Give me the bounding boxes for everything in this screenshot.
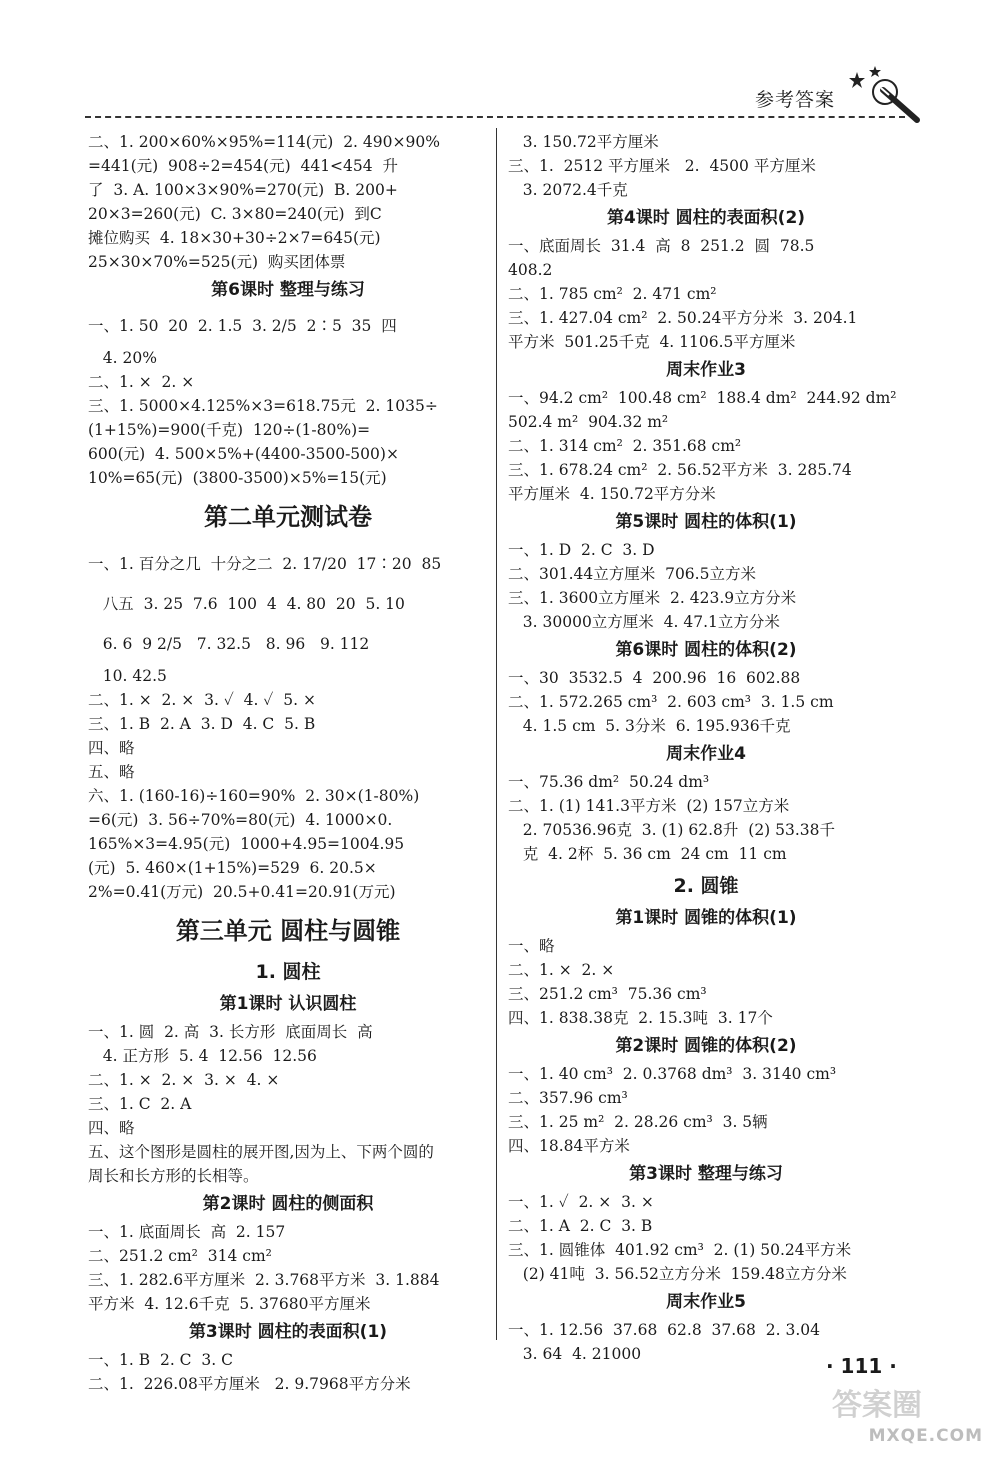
lesson-heading: 第1课时 圆锥的体积(1) [615,908,797,928]
answer-line: 五、这个图形是圆柱的展开图,因为上、下两个圆的 [88,1143,434,1161]
answer-line: 二、1. 226.08平方厘米 2. 9.7968平方分米 [88,1375,411,1393]
magic-wand-icon [837,64,923,124]
answer-line: 二、1. × 2. × 3. × 4. × [88,1071,280,1089]
answer-line: 10. 42.5 [88,667,167,685]
lesson-heading: 周末作业5 [666,1292,746,1312]
answer-line: 二、1. × 2. × [508,961,615,979]
answer-line: 一、1. D 2. C 3. D [508,541,655,559]
lesson-heading: 第3课时 整理与练习 [629,1164,783,1184]
answer-line: 四、略 [88,739,135,757]
answer-line: =6(元) 3. 56÷70%=80(元) 4. 1000×0. [88,811,393,829]
answer-line: 二、1. A 2. C 3. B [508,1217,653,1235]
answer-line: 三、1. 427.04 cm² 2. 50.24平方分米 3. 204.1 [508,309,858,327]
answer-line: 三、251.2 cm³ 75.36 cm³ [508,985,707,1003]
answer-line: 一、1. 40 cm³ 2. 0.3768 dm³ 3. 3140 cm³ [508,1065,837,1083]
right-column [508,130,904,1366]
answer-line: 一、75.36 dm² 50.24 dm³ [508,773,710,791]
answer-line: 五、略 [88,763,135,781]
answer-line: 一、1. 50 20 2. 1.5 3. 2/5 2∶5 35 四 [88,317,397,335]
answer-line: (1+15%)=900(千克) 120÷(1-80%)= [88,421,371,439]
answer-line: 一、1. 底面周长 高 2. 157 [88,1223,286,1241]
answer-line: 三、1. B 2. A 3. D 4. C 5. B [88,715,316,733]
answer-line: 四、18.84平方米 [508,1137,630,1155]
lesson-heading: 第6课时 整理与练习 [211,280,365,300]
unit-heading: 第二单元测试卷 [204,503,372,531]
answer-line: 三、1. 2512 平方厘米 2. 4500 平方厘米 [508,157,816,175]
lesson-heading: 周末作业3 [666,360,746,380]
answer-line: 165%×3=4.95(元) 1000+4.95=1004.95 [88,835,405,853]
lesson-heading: 第1课时 认识圆柱 [219,994,357,1014]
watermark [826,1378,991,1450]
watermark-url: MXQE.COM [868,1426,983,1446]
answer-line: 四、略 [88,1119,135,1137]
page-number: · 111 · [826,1354,897,1378]
lesson-heading: 第5课时 圆柱的体积(1) [615,512,797,532]
answer-line: 平方米 501.25千克 4. 1106.5平方厘米 [508,333,796,351]
answer-line: 三、1. 678.24 cm² 2. 56.52平方米 3. 285.74 [508,461,852,479]
answer-line: 三、1. 25 m² 2. 28.26 cm³ 3. 5辆 [508,1113,768,1131]
answer-line: 一、1. 圆 2. 高 3. 长方形 底面周长 高 [88,1023,373,1041]
answer-line: 一、1. 12.56 37.68 62.8 37.68 2. 3.04 [508,1321,820,1339]
answer-line: 一、1. ✓ 2. × 3. × [508,1193,654,1211]
answer-line: 周长和长方形的长相等。 [88,1167,259,1185]
answer-line: 二、1. × 2. × 3. ✓ 4. ✓ 5. × [88,691,316,709]
lesson-heading: 第2课时 圆柱的侧面积 [202,1194,374,1214]
column-divider [496,128,497,1340]
answer-line: 八五 3. 25 7.6 100 4 4. 80 20 5. 10 [88,595,405,613]
answer-line: (元) 5. 460×(1+15%)=529 6. 20.5× [88,859,377,877]
answer-line: 平方米 4. 12.6千克 5. 37680平方厘米 [88,1295,371,1313]
lesson-heading: 第3课时 圆柱的表面积(1) [188,1322,388,1342]
answer-line: 3. 64 4. 21000 [508,1345,642,1363]
lesson-heading: 周末作业4 [666,744,746,764]
answer-line: 二、1. 314 cm² 2. 351.68 cm² [508,437,742,455]
answer-line: 三、1. 3600立方厘米 2. 423.9立方分米 [508,589,797,607]
answer-line: 三、1. 282.6平方厘米 2. 3.768平方米 3. 1.884 [88,1271,440,1289]
answer-line: =441(元) 908÷2=454(元) 441<454 升 [88,157,398,175]
answer-line: 二、301.44立方厘米 706.5立方米 [508,565,756,583]
answer-line: 二、1. 572.265 cm³ 2. 603 cm³ 3. 1.5 cm [508,693,834,711]
answer-line: 三、1. 5000×4.125%×3=618.75元 2. 1035÷ [88,397,438,415]
unit-heading: 第三单元 圆柱与圆锥 [175,917,401,945]
answer-line: 一、1. 百分之几 十分之二 2. 17/20 17∶20 85 [88,555,442,573]
answer-line: 四、1. 838.38克 2. 15.3吨 3. 17个 [508,1009,773,1027]
answer-line: 了 3. A. 100×3×90%=270(元) B. 200+ [88,181,398,199]
answer-line: 一、略 [508,937,555,955]
section-heading: 2. 圆锥 [673,875,739,897]
page-header [85,78,905,118]
answer-line: 二、1. 785 cm² 2. 471 cm² [508,285,717,303]
answer-line: 一、94.2 cm² 100.48 cm² 188.4 dm² 244.92 dm² [508,389,897,407]
section-heading: 1. 圆柱 [255,961,321,983]
answer-line: 一、底面周长 31.4 高 8 251.2 圆 78.5 [508,237,815,255]
lesson-heading: 第4课时 圆柱的表面积(2) [606,208,806,228]
answer-line: 20×3=260(元) C. 3×80=240(元) 到C [88,205,382,223]
answer-line: 4. 正方形 5. 4 12.56 12.56 [88,1047,317,1065]
answer-line: 三、1. 圆锥体 401.92 cm³ 2. (1) 50.24平方米 [508,1241,852,1259]
answer-line: 2%=0.41(万元) 20.5+0.41=20.91(万元) [88,883,396,901]
answer-line: 摊位购买 4. 18×30+30÷2×7=645(元) [88,229,381,247]
answer-line: 一、30 3532.5 4 200.96 16 602.88 [508,669,801,687]
lesson-heading: 第6课时 圆柱的体积(2) [615,640,797,660]
header-title: 参考答案 [754,89,835,111]
answer-line: 502.4 m² 904.32 m² [508,413,669,431]
lesson-heading: 第2课时 圆锥的体积(2) [615,1036,797,1056]
answer-line: 25×30×70%=525(元) 购买团体票 [88,253,346,271]
answer-line: 二、1. × 2. × [88,373,195,391]
answer-line: 4. 1.5 cm 5. 3分米 6. 195.936千克 [508,717,791,735]
answer-line: 408.2 [508,261,553,279]
answer-line: 3. 150.72平方厘米 [508,133,659,151]
answer-line: 二、251.2 cm² 314 cm² [88,1247,272,1265]
header-dashed-rule [85,116,905,118]
answer-line: 一、1. B 2. C 3. C [88,1351,233,1369]
answer-line: 二、1. (1) 141.3平方米 (2) 157立方米 [508,797,790,815]
watermark-logo: 答案圈 [832,1388,922,1423]
answer-line: 克 4. 2杯 5. 36 cm 24 cm 11 cm [508,845,787,863]
answer-line: 600(元) 4. 500×5%+(4400-3500-500)× [88,445,399,463]
answer-line: 二、1. 200×60%×95%=114(元) 2. 490×90% [88,133,440,151]
answer-line: 3. 30000立方厘米 4. 47.1立方分米 [508,613,780,631]
answer-line: 六、1. (160-16)÷160=90% 2. 30×(1-80%) [88,787,420,805]
answer-line: 4. 20% [88,349,157,367]
answer-line: 二、357.96 cm³ [508,1089,628,1107]
answer-line: 6. 6 9 2/5 7. 32.5 8. 96 9. 112 [88,635,370,653]
answer-line: (2) 41吨 3. 56.52立方分米 159.48立方分米 [508,1265,847,1283]
answer-line: 2. 70536.96克 3. (1) 62.8升 (2) 53.38千 [508,821,836,839]
answer-line: 平方厘米 4. 150.72平方分米 [508,485,716,503]
answer-line: 10%=65(元) (3800-3500)×5%=15(元) [88,469,387,487]
left-column [88,130,488,1396]
answer-line: 3. 2072.4千克 [508,181,628,199]
answer-line: 三、1. C 2. A [88,1095,192,1113]
